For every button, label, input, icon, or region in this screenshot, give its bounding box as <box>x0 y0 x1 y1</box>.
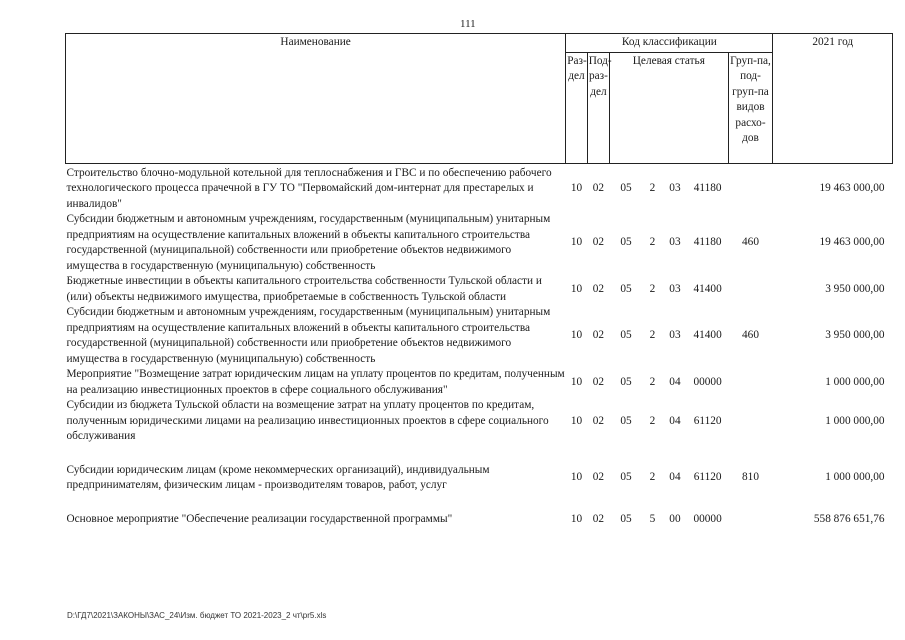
row-spacer <box>66 494 893 512</box>
row-code-3: 03 <box>669 182 681 194</box>
row-name: Субсидии бюджетным и автономным учреждениям, государственным (муниципальным) унитарным предприятиям на осуществление капитальных вложений в объекты капитального строительства государственной (муниципальной) собственности или приобретение объектов недвижимого имущества в государственную (муниципальную) собственность <box>66 213 551 272</box>
row-amount: 19 463 000,00 <box>819 182 885 194</box>
row-group <box>728 398 773 445</box>
row-code-2: 2 <box>649 236 656 249</box>
row-name: Субсидии бюджетным и автономным учреждениям, государственным (муниципальным) унитарным предприятиям на осуществление капитальных вложений в объекты капитального строительства государственной (муниципальной) собственности или приобретение объектов недвижимого имущества в государственную (муниципальную) собственность <box>66 306 551 365</box>
row-group <box>728 163 773 212</box>
row-code-2: 2 <box>649 329 656 342</box>
row-razdel: 10 <box>570 375 583 388</box>
row-razdel: 10 <box>570 282 583 295</box>
table-body <box>66 163 893 527</box>
row-code-4: 00000 <box>693 512 722 525</box>
row-code-1: 05 <box>620 282 632 295</box>
row-code-1: 05 <box>620 375 632 388</box>
header-year: 2021 год <box>773 34 893 164</box>
table-row <box>66 274 893 305</box>
header-code-group: Код классификации <box>566 34 773 53</box>
row-podrazdel: 02 <box>592 182 605 194</box>
row-code-2: 5 <box>649 512 656 525</box>
row-code-3: 04 <box>669 375 681 388</box>
table-row <box>66 463 893 494</box>
row-podrazdel: 02 <box>592 375 605 388</box>
row-code-2: 2 <box>649 375 656 388</box>
row-name: Мероприятие "Возмещение затрат юридическим лицам на уплату процентов по кредитам, полученным на реализацию инвестиционных проектов в сфере социального обслуживания" <box>66 368 565 396</box>
table-row <box>66 512 893 528</box>
row-amount: 1 000 000,00 <box>825 414 885 427</box>
row-group <box>728 367 773 398</box>
page-number: 111 <box>460 18 476 30</box>
row-code-1: 05 <box>620 236 632 249</box>
table-header <box>66 34 893 164</box>
table-row <box>66 367 893 398</box>
row-group: 460 <box>742 236 759 249</box>
row-group: 810 <box>742 471 759 484</box>
header-razdel: Раз-дел <box>566 52 587 163</box>
row-code-1: 05 <box>620 182 632 194</box>
row-code-3: 03 <box>669 236 681 249</box>
table-row <box>66 212 893 274</box>
budget-table <box>65 33 893 527</box>
row-code-3: 03 <box>669 329 681 342</box>
row-podrazdel: 02 <box>592 414 605 427</box>
row-code-3: 04 <box>669 471 681 484</box>
row-code-1: 05 <box>620 512 632 525</box>
row-razdel: 10 <box>570 414 583 427</box>
row-code-4: 41180 <box>693 236 722 249</box>
row-code-4: 41400 <box>693 282 722 295</box>
row-name: Субсидии из бюджета Тульской области на возмещение затрат на уплату процентов по кредитам, полученным юридическими лицами на реализацию инвестиционных проектов в сфере социального обслуживания <box>66 399 549 442</box>
row-code-3: 00 <box>669 512 681 525</box>
header-name: Наименование <box>66 34 566 164</box>
row-amount: 558 876 651,76 <box>813 512 885 525</box>
row-code-4: 61120 <box>693 471 722 484</box>
header-podrazdel: Под-раз-дел <box>587 52 609 163</box>
row-razdel: 10 <box>570 471 583 484</box>
row-group: 460 <box>742 329 759 342</box>
row-name: Бюджетные инвестиции в объекты капитального строительства собственности Тульской области и (или) объекты недвижимого имущества, приобретаемые в собственность Тульской области <box>66 275 542 303</box>
row-razdel: 10 <box>570 236 583 249</box>
row-code-1: 05 <box>620 329 632 342</box>
header-group: Груп-па, под-груп-па видов расхо-дов <box>728 52 773 163</box>
file-path-footer: D:\ГД7\2021\ЗАКОНЫ\ЗАС_24\Изм. бюджет ТО 2021-2023_2 чт\pr5.xls <box>67 611 327 620</box>
row-amount: 1 000 000,00 <box>825 375 885 388</box>
row-amount: 3 950 000,00 <box>825 329 885 342</box>
table-row <box>66 163 893 212</box>
row-group <box>728 274 773 305</box>
table-row <box>66 398 893 445</box>
row-name: Субсидии юридическим лицам (кроме некоммерческих организаций), индивидуальным предпринимателям, физическим лицам - производителям товаров, работ, услуг <box>66 463 490 491</box>
row-code-1: 05 <box>620 471 632 484</box>
row-podrazdel: 02 <box>592 512 605 525</box>
row-code-4: 41180 <box>693 182 722 194</box>
row-podrazdel: 02 <box>592 236 605 249</box>
row-code-4: 61120 <box>693 414 722 427</box>
row-code-3: 03 <box>669 282 681 295</box>
row-group <box>728 512 773 528</box>
row-podrazdel: 02 <box>592 329 605 342</box>
header-target: Целевая статья <box>610 52 728 163</box>
row-spacer <box>66 445 893 463</box>
row-podrazdel: 02 <box>592 471 605 484</box>
row-name: Строительство блочно-модульной котельной для теплоснабжения и ГВС и по обеспечению рабочего технологического процесса прачечной в ГУ ТО "Первомайский дом-интернат для престарелых и инвалидов" <box>66 166 552 210</box>
row-name: Основное мероприятие "Обеспечение реализации государственной программы" <box>66 512 453 525</box>
row-code-4: 41400 <box>693 329 722 342</box>
row-code-2: 2 <box>649 282 656 295</box>
row-code-3: 04 <box>669 414 681 427</box>
row-code-1: 05 <box>620 414 632 427</box>
row-code-2: 2 <box>649 182 656 194</box>
row-amount: 1 000 000,00 <box>825 471 885 484</box>
row-code-4: 00000 <box>693 375 722 388</box>
row-razdel: 10 <box>570 512 583 525</box>
row-razdel: 10 <box>570 182 583 194</box>
row-podrazdel: 02 <box>592 282 605 295</box>
row-code-2: 2 <box>649 414 656 427</box>
row-amount: 3 950 000,00 <box>825 282 885 295</box>
table-row <box>66 305 893 367</box>
row-amount: 19 463 000,00 <box>819 236 885 249</box>
row-code-2: 2 <box>649 471 656 484</box>
row-razdel: 10 <box>570 329 583 342</box>
